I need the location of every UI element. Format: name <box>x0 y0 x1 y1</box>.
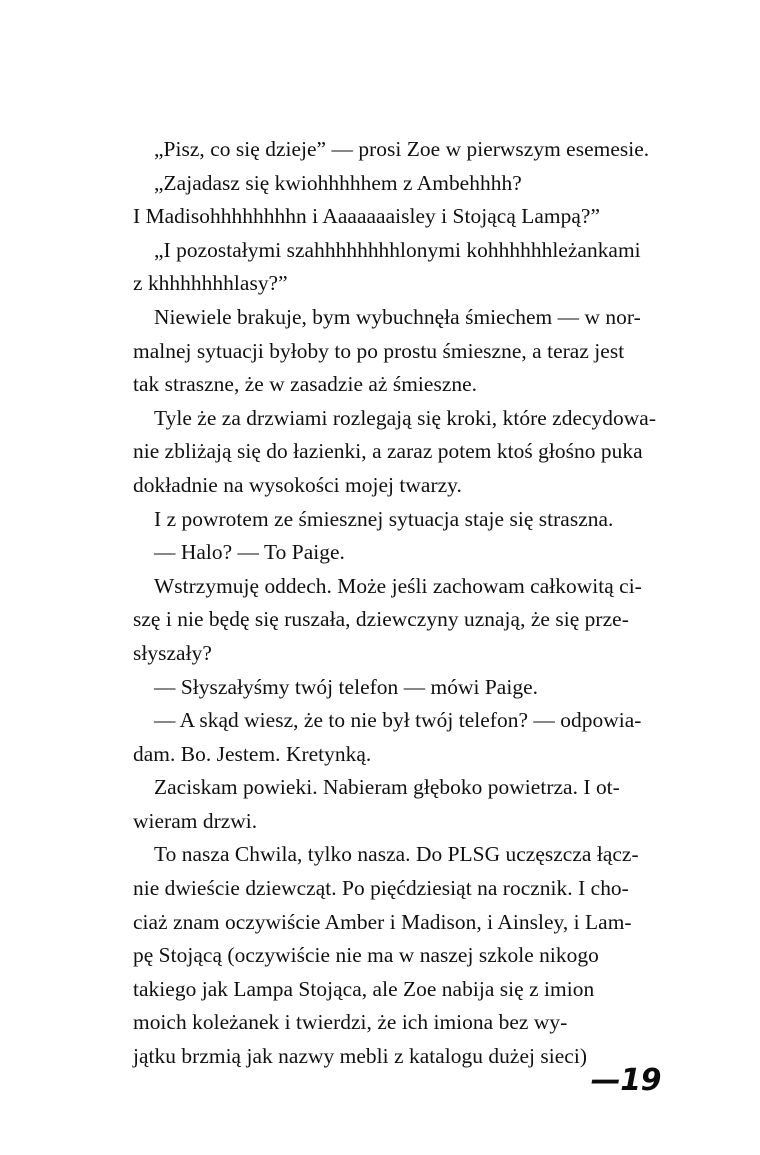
text-line: Tyle że za drzwiami rozlegają się kroki, które zdecydowa- <box>154 405 657 430</box>
text-line: Niewiele brakuje, bym wybuchnęła śmiechem — w nor- <box>154 304 641 329</box>
text-line: pę Stojącą (oczywiście nie ma w naszej szkole nikogo <box>133 943 599 968</box>
text-line: — Halo? — To Paige. <box>154 540 345 565</box>
text-line: — Słyszałyśmy twój telefon — mówi Paige. <box>154 674 539 699</box>
page-text-block <box>133 133 661 1074</box>
text-line: dokładnie na wysokości mojej twarzy. <box>133 472 462 497</box>
text-line: moich koleżanek i twierdzi, że ich imiona bez wy- <box>133 1010 568 1035</box>
text-line: „I pozostałymi szahhhhhhhhlonymi kohhhhhhleżankami <box>154 237 641 262</box>
text-line: I Madisohhhhhhhhn i Aaaaaaaisley i Stojącą Lampą?” <box>133 204 600 229</box>
text-line: jątku brzmią jak nazwy mebli z katalogu dużej sieci) <box>133 1044 588 1069</box>
text-line: „Zajadasz się kwiohhhhhem z Ambehhhh? <box>154 170 522 195</box>
text-line: malnej sytuacji byłoby to po prostu śmieszne, a teraz jest <box>133 338 625 363</box>
text-line: I z powrotem ze śmiesznej sytuacja staje się straszna. <box>154 506 614 531</box>
text-line: wieram drzwi. <box>133 808 258 833</box>
text-line: nie dwieście dziewcząt. Po pięćdziesiąt na rocznik. I cho- <box>133 876 629 901</box>
text-line: z khhhhhhhlasy?” <box>133 271 288 296</box>
text-line: szę i nie będę się ruszała, dziewczyny uznają, że się prze- <box>133 607 629 632</box>
text-line: Wstrzymuję oddech. Może jeśli zachowam całkowitą ci- <box>154 573 642 598</box>
text-line: słyszały? <box>133 640 212 665</box>
text-line: tak straszne, że w zasadzie aż śmieszne. <box>133 372 478 397</box>
text-line: Zaciskam powieki. Nabieram głęboko powietrza. I ot- <box>154 775 620 800</box>
text-line: takiego jak Lampa Stojąca, ale Zoe nabija się z imion <box>133 976 595 1001</box>
text-line: — A skąd wiesz, że to nie był twój telefon? — odpowia- <box>154 708 642 733</box>
text-line: nie zbliżają się do łazienki, a zaraz potem ktoś głośno puka <box>133 439 643 464</box>
text-line: ciaż znam oczywiście Amber i Madison, i Ainsley, i Lam- <box>133 909 632 934</box>
page-number: —19 <box>590 1063 661 1098</box>
text-line: dam. Bo. Jestem. Kretynką. <box>133 741 372 766</box>
text-line: To nasza Chwila, tylko nasza. Do PLSG uczęszcza łącz- <box>154 842 639 867</box>
text-line: „Pisz, co się dzieje” — prosi Zoe w pierwszym esemesie. <box>154 137 650 161</box>
